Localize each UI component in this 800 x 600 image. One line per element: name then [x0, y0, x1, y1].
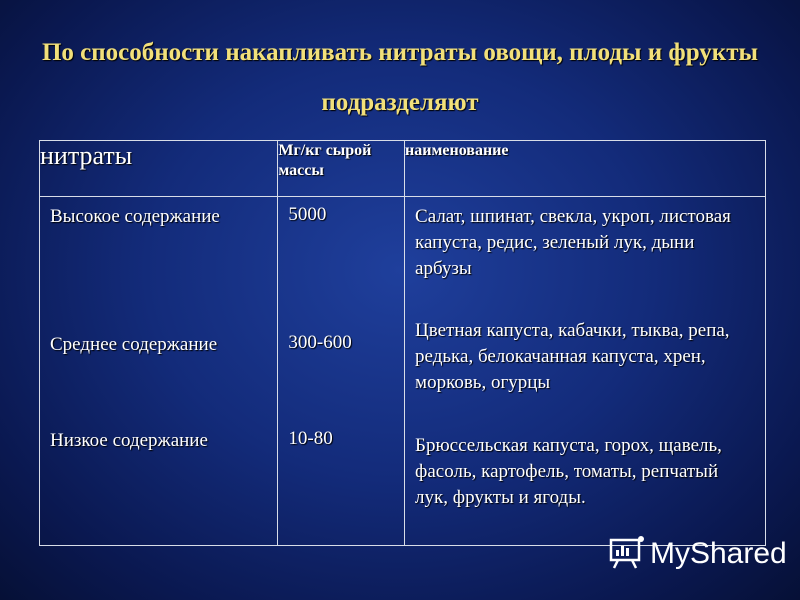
level-medium: Среднее содержание	[50, 334, 218, 355]
myshared-logo	[608, 536, 787, 572]
value-high: 5000	[288, 204, 327, 225]
value-low: 10-80	[288, 428, 333, 449]
names-cell	[405, 197, 766, 546]
names-high: Салат, шпинат, свекла, укроп, листовая капуста, редис, зеленый лук, дыни арбузы	[415, 206, 731, 279]
level-low: Низкое содержание	[50, 430, 208, 451]
header-nitrates: нитраты	[40, 141, 278, 197]
header-name: наименование	[405, 141, 766, 197]
nitrates-table	[39, 140, 766, 546]
header-mg-per-kg: Мг/кг сырой массы	[278, 141, 405, 197]
values-cell	[278, 197, 405, 546]
names-medium: Цветная капуста, кабачки, тыква, репа, редька, белокачанная капуста, хрен, морковь, огурцы	[415, 320, 730, 393]
level-high: Высокое содержание	[50, 206, 220, 227]
slide-title: По способности накапливать нитраты овощи, плоды и фрукты подразделяют	[41, 39, 759, 116]
table-header-row	[40, 141, 766, 197]
levels-cell	[40, 197, 278, 546]
names-low: Брюссельская капуста, горох, щавель, фасоль, картофель, томаты, репчатый лук, фрукты и ягоды.	[415, 435, 722, 508]
brand-name: MyShared	[650, 537, 787, 570]
value-medium: 300-600	[288, 332, 352, 353]
table-body-row	[40, 197, 766, 546]
presentation-board-icon	[608, 534, 646, 574]
